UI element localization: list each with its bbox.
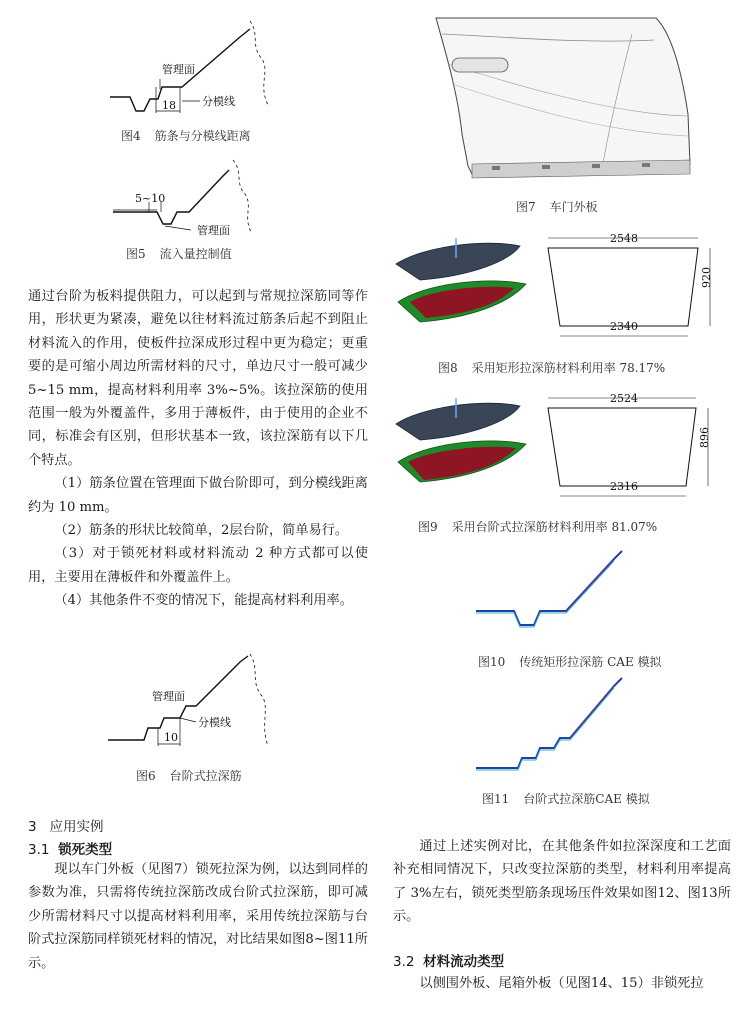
fig7-caption <box>516 198 598 215</box>
figure-11-cae-profile <box>470 672 640 782</box>
fig4-caption <box>121 127 251 144</box>
fig5-caption <box>126 245 232 262</box>
figure-9-cae-model <box>390 392 540 492</box>
section-3-number: 3 <box>28 819 37 835</box>
section-3-2-heading <box>393 950 504 970</box>
fig9-dim-side: 896 <box>698 427 711 448</box>
section-3-1-body <box>28 858 368 975</box>
section-3-2-body <box>393 972 731 995</box>
figure-7-car-door <box>432 14 694 190</box>
left-paragraph-1: 通过台阶为板料提供阻力，可以起到与常规拉深筋同等作用，形状更为紧凑，避免以往材料流过筋条后起不到阻止材料流入的作用，使板件拉深成形过程中更为稳定；更重要的是可缩小周边所需材料的尺寸，单边尺寸一般可减少5~15 mm，提高材料利用率 3%~5%。该拉深筋的使用范围一般为外覆盖件，多用于薄板件，由于使用的企业不同，标准会有区别，但形状基本一致，该拉深筋有以下几个特点。 <box>28 289 368 468</box>
fig4-label-parting: 分模线 <box>202 95 235 108</box>
fig8-caption <box>438 359 665 376</box>
fig6-label-parting: 分模线 <box>198 716 231 729</box>
figure-8-cae-model <box>390 232 540 332</box>
fig4-label-surface: 管理面 <box>162 63 195 76</box>
section-3-1-title: 锁死类型 <box>58 842 113 858</box>
feature-item-2: （2）筋条的形状比较简单，2层台阶，简单易行。 <box>54 523 349 539</box>
fig7-caption-num: 图7 <box>516 200 536 214</box>
fig8-dim-bottom: 2340 <box>610 320 638 333</box>
fig5-caption-text: 流入量控制值 <box>159 247 232 261</box>
section-3-heading <box>28 815 103 835</box>
section-3-2-number: 3.2 <box>393 954 415 970</box>
feature-item-1: （1）筋条位置在管理面下做台阶即可，到分模线距离约为 10 mm。 <box>28 476 368 515</box>
figure-8-blank-size <box>540 232 725 342</box>
fig9-dim-top: 2524 <box>610 392 638 405</box>
right-body-text <box>393 835 731 929</box>
figure-5-drawing <box>105 150 285 240</box>
fig4-caption-num: 图4 <box>121 129 141 143</box>
figure-4-drawing <box>100 15 290 120</box>
fig11-caption-num: 图11 <box>482 792 510 806</box>
fig6-caption <box>136 767 242 784</box>
figure-6-drawing <box>100 650 290 755</box>
fig6-dim: 10 <box>164 731 178 744</box>
fig4-caption-text: 筋条与分模线距离 <box>154 129 251 143</box>
feature-item-3: （3）对于锁死材料或材料流动 2 种方式都可以使用，主要用在薄板件和外覆盖件上。 <box>28 546 368 585</box>
left-body-text <box>28 285 368 613</box>
fig8-dim-side: 920 <box>700 267 713 288</box>
fig10-caption-text: 传统矩形拉深筋 CAE 模拟 <box>519 655 662 669</box>
figure-10-cae-profile <box>470 545 640 635</box>
fig8-caption-num: 图8 <box>438 361 458 375</box>
section-3-title: 应用实例 <box>49 819 104 835</box>
fig9-caption <box>418 518 657 535</box>
section-3-1-paragraph: 现以车门外板（见图7）锁死拉深为例，以达到同样的参数为准，只需将传统拉深筋改成台阶式拉深筋，即可减少所需材料尺寸以提高材料利用率，采用传统拉深筋与台阶式拉深筋同样锁死材料的情况，对比结果如图8~图11所示。 <box>28 862 368 971</box>
section-3-2-paragraph: 以侧围外板、尾箱外板（见图14、15）非锁死拉 <box>419 976 704 991</box>
fig9-caption-num: 图9 <box>418 520 438 534</box>
right-paragraph: 通过上述实例对比，在其他条件如拉深深度和工艺面补充相同情况下，只改变拉深筋的类型，材料利用率提高了 3%左右，锁死类型筋条现场压件效果如图12、图13所示。 <box>393 839 731 925</box>
feature-item-4: （4）其他条件不变的情况下，能提高材料利用率。 <box>54 593 353 609</box>
fig5-dim: 5~10 <box>135 192 166 205</box>
fig4-dim: 18 <box>162 99 176 112</box>
fig8-caption-text: 采用矩形拉深筋材料利用率 78.17% <box>471 361 666 375</box>
fig8-dim-top: 2548 <box>610 232 638 245</box>
fig11-caption <box>482 790 650 807</box>
figure-9-blank-size <box>540 392 725 502</box>
fig10-caption-num: 图10 <box>478 655 506 669</box>
fig11-caption-text: 台阶式拉深筋CAE 模拟 <box>523 792 650 806</box>
fig7-caption-text: 车门外板 <box>549 200 598 214</box>
fig9-dim-bottom: 2316 <box>610 480 638 493</box>
section-3-2-title: 材料流动类型 <box>423 954 505 970</box>
section-3-1-number: 3.1 <box>28 842 50 858</box>
fig10-caption <box>478 653 662 670</box>
fig9-caption-text: 采用台阶式拉深筋材料利用率 81.07% <box>451 520 658 534</box>
fig6-caption-num: 图6 <box>136 769 156 783</box>
section-3-1-heading <box>28 838 112 858</box>
fig6-caption-text: 台阶式拉深筋 <box>169 769 242 783</box>
fig5-label-surface: 管理面 <box>197 224 230 237</box>
fig6-label-surface: 管理面 <box>152 690 185 703</box>
fig5-caption-num: 图5 <box>126 247 146 261</box>
